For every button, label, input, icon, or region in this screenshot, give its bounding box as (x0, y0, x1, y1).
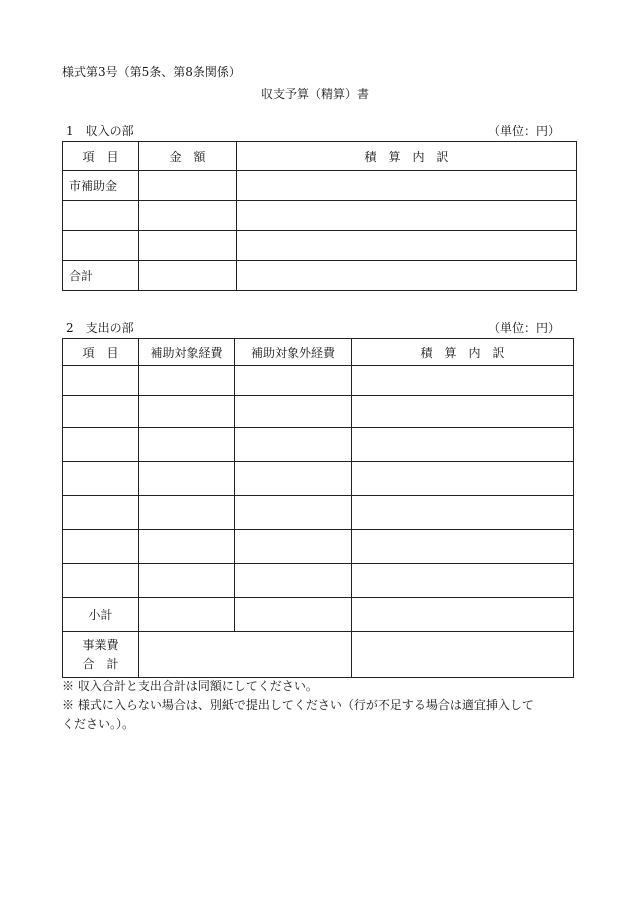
expense-header-eligible: 補助対象経費 (139, 339, 235, 366)
income-breakdown-cell[interactable] (237, 231, 577, 261)
income-header-item: 項 目 (63, 142, 139, 171)
table-row (63, 201, 577, 231)
income-amount-cell[interactable] (139, 201, 237, 231)
income-section-title: 1 収入の部 (66, 124, 134, 138)
expense-header-row (63, 339, 574, 366)
expense-item-cell[interactable] (63, 366, 139, 396)
income-total-breakdown-cell[interactable] (237, 261, 577, 291)
table-row (63, 462, 574, 496)
income-unit-label: （単位：円） (487, 124, 560, 138)
expense-eligible-cell[interactable] (139, 396, 235, 428)
expense-unit-label: （単位：円） (487, 321, 560, 335)
expense-section-title: 2 支出の部 (66, 321, 134, 335)
income-total-row (63, 261, 577, 291)
expense-breakdown-cell[interactable] (352, 564, 574, 598)
expense-ineligible-cell[interactable] (235, 366, 352, 396)
expense-business-total-amount-cell[interactable] (139, 632, 352, 678)
table-row (63, 396, 574, 428)
expense-item-cell[interactable] (63, 530, 139, 564)
income-header-breakdown: 積 算 内 訳 (237, 142, 577, 171)
income-amount-cell[interactable] (139, 171, 237, 201)
expense-subtotal-breakdown-cell[interactable] (352, 598, 574, 632)
expense-ineligible-cell[interactable] (235, 396, 352, 428)
expense-ineligible-cell[interactable] (235, 428, 352, 462)
expense-ineligible-cell[interactable] (235, 496, 352, 530)
business-total-label-line1: 事業費 (82, 637, 119, 652)
expense-breakdown-cell[interactable] (352, 462, 574, 496)
expense-item-cell[interactable] (63, 462, 139, 496)
document-title: 収支予算（精算）書 (260, 87, 369, 101)
table-row (63, 428, 574, 462)
income-total-label: 合計 (63, 261, 139, 291)
expense-business-total-row (63, 632, 574, 678)
table-row (63, 564, 574, 598)
income-breakdown-cell[interactable] (237, 171, 577, 201)
form-number: 様式第3号（第5条、第8条関係） (62, 65, 241, 79)
business-total-label-line2: 合 計 (82, 656, 119, 671)
expense-subtotal-label: 小計 (63, 598, 139, 632)
expense-eligible-cell[interactable] (139, 366, 235, 396)
income-item-cell: 市補助金 (63, 171, 139, 201)
expense-item-cell[interactable] (63, 496, 139, 530)
expense-breakdown-cell[interactable] (352, 428, 574, 462)
income-header-amount: 金 額 (139, 142, 237, 171)
expense-business-total-breakdown-cell[interactable] (352, 632, 574, 678)
expense-ineligible-cell[interactable] (235, 564, 352, 598)
expense-table (62, 338, 574, 678)
expense-eligible-cell[interactable] (139, 428, 235, 462)
income-item-cell[interactable] (63, 201, 139, 231)
expense-item-cell[interactable] (63, 396, 139, 428)
expense-header-item: 項 目 (63, 339, 139, 366)
table-row (63, 530, 574, 564)
expense-breakdown-cell[interactable] (352, 530, 574, 564)
income-header-row (63, 142, 577, 171)
table-row (63, 171, 577, 201)
expense-eligible-cell[interactable] (139, 496, 235, 530)
expense-breakdown-cell[interactable] (352, 366, 574, 396)
table-row (63, 231, 577, 261)
expense-ineligible-cell[interactable] (235, 530, 352, 564)
expense-ineligible-cell[interactable] (235, 462, 352, 496)
income-total-amount-cell[interactable] (139, 261, 237, 291)
expense-business-total-label (63, 632, 139, 678)
note-separate-sheet-line1: ※ 様式に入らない場合は、別紙で提出してください（行が不足する場合は適宜挿入して (62, 698, 534, 712)
expense-item-cell[interactable] (63, 428, 139, 462)
expense-subtotal-row (63, 598, 574, 632)
income-breakdown-cell[interactable] (237, 201, 577, 231)
expense-breakdown-cell[interactable] (352, 396, 574, 428)
income-amount-cell[interactable] (139, 231, 237, 261)
expense-breakdown-cell[interactable] (352, 496, 574, 530)
note-separate-sheet-line2: ください。）。 (62, 717, 135, 731)
expense-item-cell[interactable] (63, 564, 139, 598)
expense-eligible-cell[interactable] (139, 462, 235, 496)
note-equal-totals: ※ 収入合計と支出合計は同額にしてください。 (62, 679, 318, 693)
expense-subtotal-ineligible-cell[interactable] (235, 598, 352, 632)
expense-subtotal-eligible-cell[interactable] (139, 598, 235, 632)
table-row (63, 496, 574, 530)
income-item-cell[interactable] (63, 231, 139, 261)
expense-eligible-cell[interactable] (139, 564, 235, 598)
expense-eligible-cell[interactable] (139, 530, 235, 564)
income-table (62, 141, 577, 291)
expense-header-breakdown: 積 算 内 訳 (352, 339, 574, 366)
table-row (63, 366, 574, 396)
expense-header-ineligible: 補助対象外経費 (235, 339, 352, 366)
